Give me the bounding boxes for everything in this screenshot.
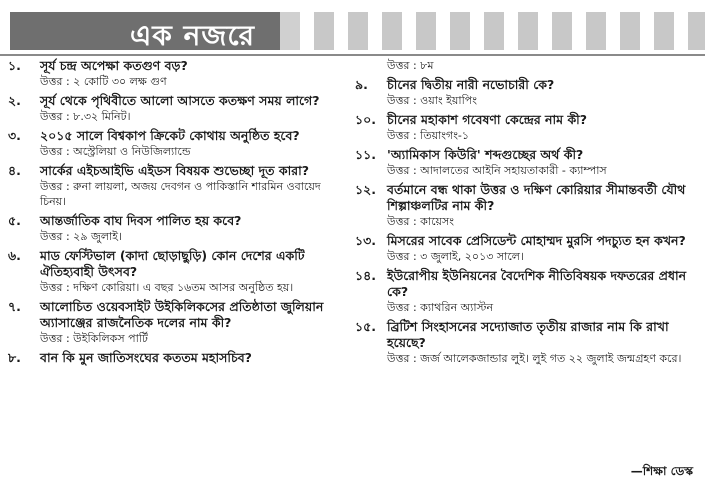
item-number: ৮.: [8, 350, 21, 365]
header-stripe: [450, 12, 470, 50]
header-stripe: [348, 12, 368, 50]
question: বান কি মুন জাতিসংঘের কততম মহাসচিব?: [40, 350, 252, 365]
item-number: ১১.: [355, 147, 376, 162]
header-stripe: [368, 12, 382, 50]
quiz-item: [8, 58, 343, 89]
header-stripe: [518, 12, 538, 50]
item-number: ১.: [8, 58, 21, 73]
answer: উত্তর : দক্ষিণ কোরিয়া। এ বছর ১৬তম আসর অনুষ্ঠিত হয়।: [40, 281, 294, 294]
header-stripe: [640, 12, 654, 50]
header-stripe: [484, 12, 504, 50]
quiz-item: [8, 213, 343, 244]
page-title: এক নজরে: [130, 19, 256, 52]
answer: উত্তর : ৮.৩২ মিনিট।: [40, 110, 131, 123]
item-number: ১০.: [355, 112, 376, 127]
item-number: ২.: [8, 93, 21, 108]
header-stripe: [300, 12, 314, 50]
question: চীনের দ্বিতীয় নারী নভোচারী কে?: [387, 77, 555, 92]
answer: উত্তর : ৩ জুলাই, ২০১৩ সালে।: [387, 250, 524, 263]
answer: উত্তর : জর্জ আলেকজান্ডার লুই। লুই গত ২২ জুলাই জন্মগ্রহণ করে।: [387, 352, 682, 365]
quiz-item: [355, 58, 700, 73]
header: [0, 0, 705, 56]
quiz-item: [355, 147, 700, 178]
item-number: ৫.: [8, 213, 21, 228]
header-stripe: [688, 12, 705, 50]
quiz-item: [355, 77, 700, 108]
item-number: ৬.: [8, 248, 21, 263]
quiz-item: [8, 93, 343, 124]
answer: উত্তর : ৮ম: [387, 59, 434, 72]
quiz-item: [355, 268, 700, 315]
quiz-item: [355, 112, 700, 143]
item-number: ১৫.: [355, 319, 376, 334]
quiz-item: [8, 299, 343, 346]
question: 'অ্যামিকাস কিউরি' শব্দগুচ্ছের অর্থ কী?: [387, 147, 584, 162]
question: মাড ফেস্টিভাল (কাদা ছোড়াছুড়ি) কোন দেশের একটি ঐতিহ্যবাহী উৎসব?: [40, 248, 305, 279]
header-stripe: [314, 12, 334, 50]
header-stripe: [416, 12, 436, 50]
item-number: ১৩.: [355, 233, 376, 248]
header-stripe: [620, 12, 640, 50]
question: বর্তমানে বন্ধ থাকা উত্তর ও দক্ষিণ কোরিয়ার সীমান্তবর্তী যৌথ শিল্পাঞ্চলটির নাম কী?: [387, 182, 686, 213]
item-number: ৪.: [8, 163, 21, 178]
header-stripe: [436, 12, 450, 50]
header-stripe: [470, 12, 484, 50]
quiz-item: [355, 233, 700, 264]
quiz-item: [8, 128, 343, 159]
quiz-item: [8, 350, 343, 366]
header-stripe: [586, 12, 606, 50]
question: ২০১৫ সালে বিশ্বকাপ ক্রিকেট কোথায় অনুষ্ঠিত হবে?: [40, 128, 300, 143]
question: চীনের মহাকাশ গবেষণা কেন্দ্রের নাম কী?: [387, 112, 588, 127]
answer: উত্তর : অস্ট্রেলিয়া ও নিউজিল্যান্ডে: [40, 145, 191, 158]
question: সূর্য থেকে পৃথিবীতে আলো আসতে কতক্ষণ সময় লাগে?: [40, 93, 320, 108]
header-stripe: [538, 12, 552, 50]
item-number: ৩.: [8, 128, 21, 143]
answer: উত্তর : রুনা লায়লা, অজয় দেবগন ও পাকিস্তানি শারমিন ওবায়েদ চিনয়।: [40, 180, 321, 208]
question: ইউরোপীয় ইউনিয়নের বৈদেশিক নীতিবিষয়ক দফতরের প্রধান কে?: [387, 268, 687, 299]
byline: —শিক্ষা ডেস্ক: [630, 464, 693, 478]
answer: উত্তর : ওয়াং ইয়াপিং: [387, 94, 477, 107]
question: সূর্য চন্দ্র অপেক্ষা কতগুণ বড়?: [40, 58, 188, 73]
question: সার্কের এইচআইভি এইডস বিষয়ক শুভেচ্ছা দূত কারা?: [40, 163, 309, 178]
header-stripe: [402, 12, 416, 50]
quiz-item: [8, 248, 343, 295]
header-stripe: [572, 12, 586, 50]
answer: উত্তর : ক্যাথরিন অ্যাস্টন: [387, 301, 494, 314]
header-stripe: [382, 12, 402, 50]
item-number: ১৪.: [355, 268, 376, 283]
quiz-item: [355, 182, 700, 229]
question: ব্রিটিশ সিংহাসনের সদ্যোজাত তৃতীয় রাজার নাম কি রাখা হয়েছে?: [387, 319, 669, 350]
header-stripe: [606, 12, 620, 50]
header-stripe: [674, 12, 688, 50]
answer: উত্তর : তিয়াংগং-১: [387, 129, 470, 142]
answer: উত্তর : আদালতের আইনি সহায়তাকারী - ক্যাম্পাস: [387, 164, 607, 177]
left-column: [8, 58, 343, 370]
answer: উত্তর : ২৯ জুলাই।: [40, 230, 122, 243]
quiz-item: [355, 319, 700, 366]
item-number: ৭.: [8, 299, 21, 314]
question: মিসরের সাবেক প্রেসিডেন্ট মোহাম্মদ মুরসি পদচ্যুত হন কখন?: [387, 233, 686, 248]
answer: উত্তর : উইকিলিকস পার্টি: [40, 332, 148, 345]
answer: উত্তর : ২ কোটি ৩০ লক্ষ গুণ: [40, 75, 167, 88]
item-number: ১২.: [355, 182, 376, 197]
right-column: [355, 58, 700, 370]
header-stripe: [654, 12, 674, 50]
question: আলোচিত ওয়েবসাইট উইকিলিকসের প্রতিষ্ঠাতা জুলিয়ান অ্যাসাঞ্জের রাজনৈতিক দলের নাম কী?: [40, 299, 324, 330]
header-stripe: [504, 12, 518, 50]
header-stripe: [280, 12, 300, 50]
header-stripe: [552, 12, 572, 50]
question: আন্তর্জাতিক বাঘ দিবস পালিত হয় কবে?: [40, 213, 242, 228]
header-stripe: [334, 12, 348, 50]
header-rule: [0, 54, 705, 56]
item-number: ৯.: [355, 77, 368, 92]
answer: উত্তর : কায়েসং: [387, 215, 454, 228]
quiz-item: [8, 163, 343, 209]
